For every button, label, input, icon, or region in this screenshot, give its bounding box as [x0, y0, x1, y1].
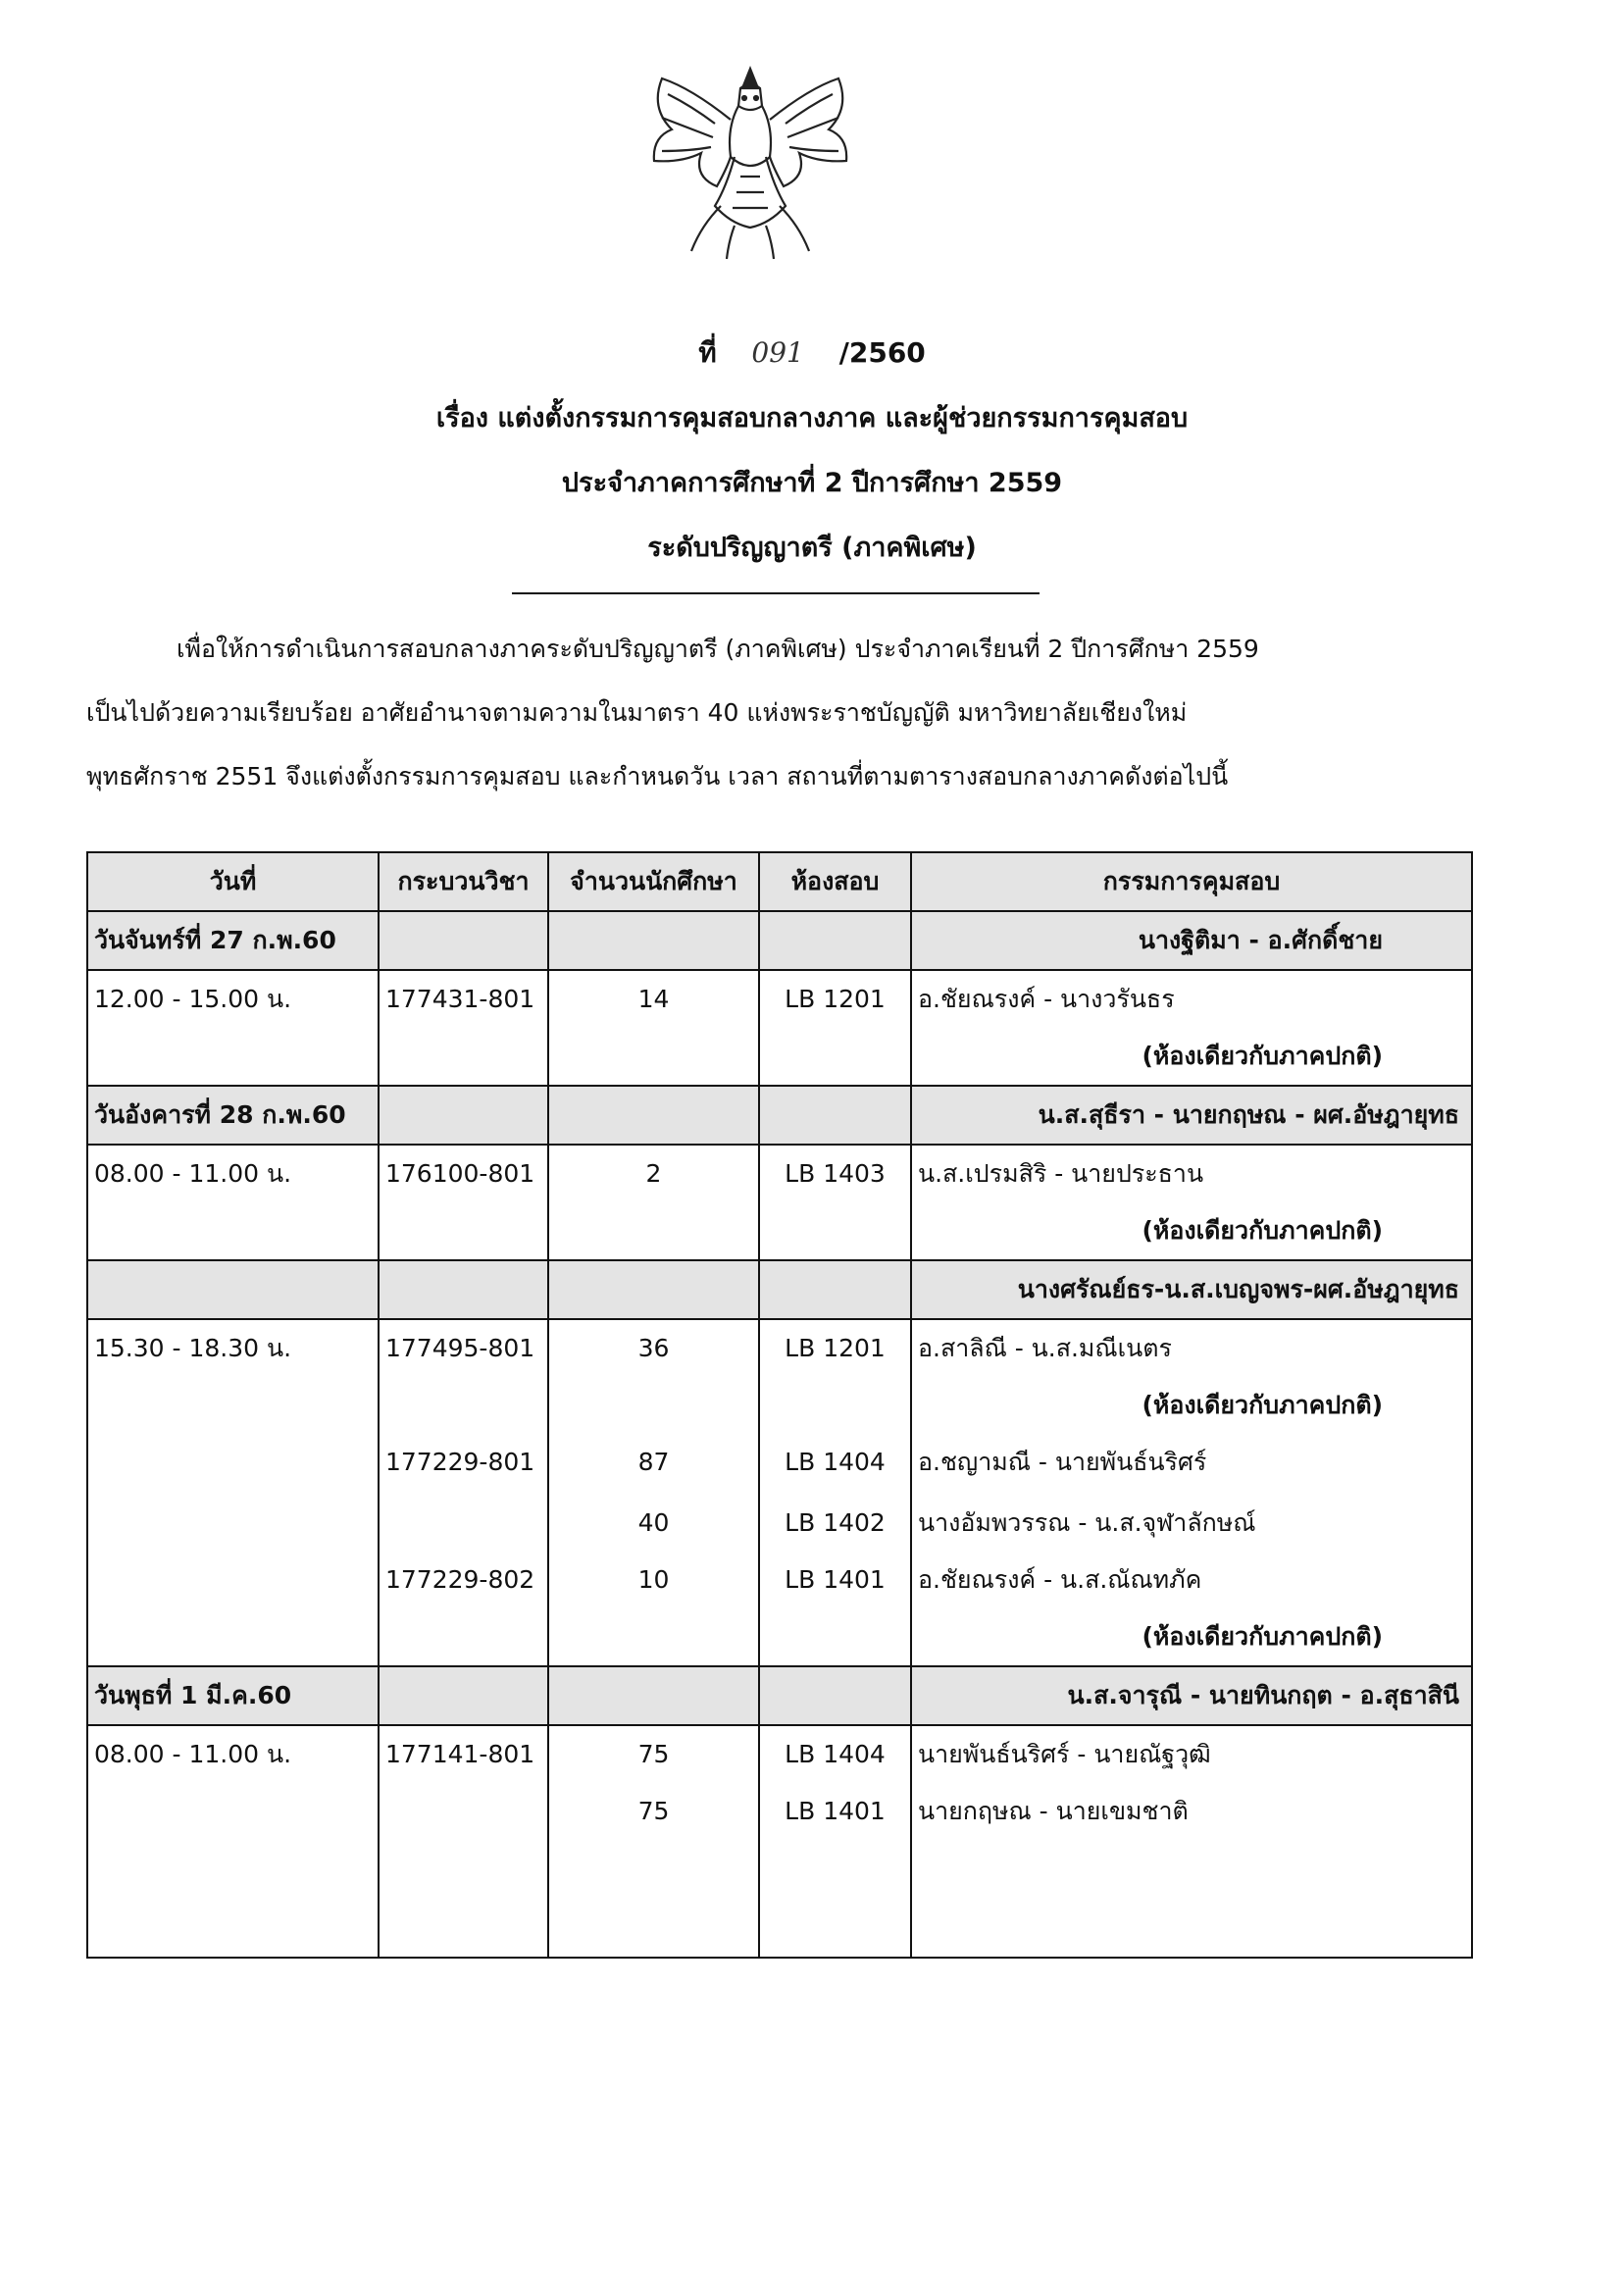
table-row	[87, 1552, 1472, 1608]
document-number-label: ที่	[698, 336, 717, 369]
head-committee: น.ส.สุธีรา - นายกฤษณ - ผศ.อัษฎายุทธ	[911, 1086, 1472, 1145]
student-count: 40	[548, 1495, 759, 1552]
student-count: 2	[548, 1145, 759, 1202]
course-code: 177229-801	[379, 1434, 548, 1495]
exam-room: LB 1404	[759, 1725, 911, 1783]
table-row	[87, 911, 1472, 970]
semester-line: ประจำภาคการศึกษาที่ 2 ปีการศึกษา 2559	[561, 468, 1063, 498]
student-count: 75	[548, 1725, 759, 1783]
header-date: วันที่	[87, 852, 379, 911]
course-code: 176100-801	[379, 1145, 548, 1202]
room-note: (ห้องเดียวกับภาคปกติ)	[911, 1377, 1472, 1434]
course-code: 177431-801	[379, 970, 548, 1028]
committee: นายพันธ์นริศร์ - นายณัฐวุฒิ	[911, 1725, 1472, 1783]
committee: นายกฤษณ - นายเขมชาติ	[911, 1783, 1472, 1840]
room-note: (ห้องเดียวกับภาคปกติ)	[911, 1202, 1472, 1260]
table-row	[87, 1608, 1472, 1666]
committee: อ.ชัยณรงค์ - นางวรันธร	[911, 970, 1472, 1028]
table-header-row	[87, 852, 1472, 911]
table-row	[87, 1260, 1472, 1319]
committee: นางอัมพวรรณ - น.ส.จุฬาลักษณ์	[911, 1495, 1472, 1552]
student-count: 75	[548, 1783, 759, 1840]
table-row	[87, 1725, 1472, 1783]
room-note: (ห้องเดียวกับภาคปกติ)	[911, 1028, 1472, 1086]
exam-room: LB 1404	[759, 1434, 911, 1495]
table-row	[87, 1202, 1472, 1260]
document-number-handwritten: 091	[751, 336, 804, 369]
course-code: 177495-801	[379, 1319, 548, 1377]
exam-room: LB 1403	[759, 1145, 911, 1202]
subject-title: เรื่อง แต่งตั้งกรรมการคุมสอบกลางภาค และผู้ช่วยกรรมการคุมสอบ	[435, 403, 1189, 433]
exam-time: 12.00 - 15.00 น.	[87, 970, 379, 1028]
table-row	[87, 1377, 1472, 1434]
document-number-year: /2560	[838, 336, 926, 369]
header-committee: กรรมการคุมสอบ	[911, 852, 1472, 911]
exam-room: LB 1401	[759, 1783, 911, 1840]
student-count: 10	[548, 1552, 759, 1608]
committee: อ.สาลิณี - น.ส.มณีเนตร	[911, 1319, 1472, 1377]
room-note: (ห้องเดียวกับภาคปกติ)	[911, 1608, 1472, 1666]
header-course: กระบวนวิชา	[379, 852, 548, 911]
committee: อ.ชัยณรงค์ - น.ส.ณัณทภัค	[911, 1552, 1472, 1608]
garuda-emblem-icon	[633, 59, 868, 265]
course-code: 177141-801	[379, 1725, 548, 1783]
table-row	[87, 1666, 1472, 1725]
table-row	[87, 970, 1472, 1028]
paragraph-line-1: เพื่อให้การดำเนินการสอบกลางภาคระดับปริญญาตรี (ภาคพิเศษ) ประจำภาคเรียนที่ 2 ปีการศึกษา 2559	[177, 635, 1259, 663]
committee: น.ส.เปรมสิริ - นายประธาน	[911, 1145, 1472, 1202]
exam-room: LB 1201	[759, 970, 911, 1028]
committee: อ.ชญามณี - นายพันธ์นริศร์	[911, 1434, 1472, 1495]
day-date: วันอังคารที่ 28 ก.พ.60	[87, 1086, 379, 1145]
day-date: วันจันทร์ที่ 27 ก.พ.60	[87, 911, 379, 970]
table-row	[87, 1028, 1472, 1086]
exam-schedule-table	[86, 851, 1473, 1959]
table-row	[87, 1145, 1472, 1202]
exam-room: LB 1201	[759, 1319, 911, 1377]
head-committee: นางฐิติมา - อ.ศักดิ์ชาย	[911, 911, 1472, 970]
exam-time: 15.30 - 18.30 น.	[87, 1319, 379, 1377]
exam-time: 08.00 - 11.00 น.	[87, 1725, 379, 1783]
paragraph-line-3: พุทธศักราช 2551 จึงแต่งตั้งกรรมการคุมสอบ และกำหนดวัน เวลา สถานที่ตามตารางสอบกลางภาคดังต่อไปนี้	[86, 762, 1229, 790]
table-row	[87, 1495, 1472, 1552]
table-row	[87, 1783, 1472, 1840]
exam-time: 08.00 - 11.00 น.	[87, 1145, 379, 1202]
paragraph-line-2: เป็นไปด้วยความเรียบร้อย อาศัยอำนาจตามความในมาตรา 40 แห่งพระราชบัญญัติ มหาวิทยาลัยเชียงใหม่	[86, 698, 1188, 727]
head-committee: น.ส.จารุณี - นายทินกฤต - อ.สุธาสินี	[911, 1666, 1472, 1725]
student-count: 36	[548, 1319, 759, 1377]
header-room: ห้องสอบ	[759, 852, 911, 911]
table-row	[87, 1319, 1472, 1377]
head-committee: นางศรัณย์ธร-น.ส.เบญจพร-ผศ.อัษฎายุทธ	[911, 1260, 1472, 1319]
exam-room: LB 1401	[759, 1552, 911, 1608]
table-row	[87, 1840, 1472, 1958]
exam-room: LB 1402	[759, 1495, 911, 1552]
day-date: วันพุธที่ 1 มี.ค.60	[87, 1666, 379, 1725]
document-number	[0, 331, 1624, 375]
header-students: จำนวนนักศึกษา	[548, 852, 759, 911]
level-line: ระดับปริญญาตรี (ภาคพิเศษ)	[647, 533, 977, 563]
student-count: 87	[548, 1434, 759, 1495]
student-count: 14	[548, 970, 759, 1028]
title-divider	[512, 592, 1040, 594]
course-code: 177229-802	[379, 1552, 548, 1608]
table-row	[87, 1434, 1472, 1495]
table-row	[87, 1086, 1472, 1145]
